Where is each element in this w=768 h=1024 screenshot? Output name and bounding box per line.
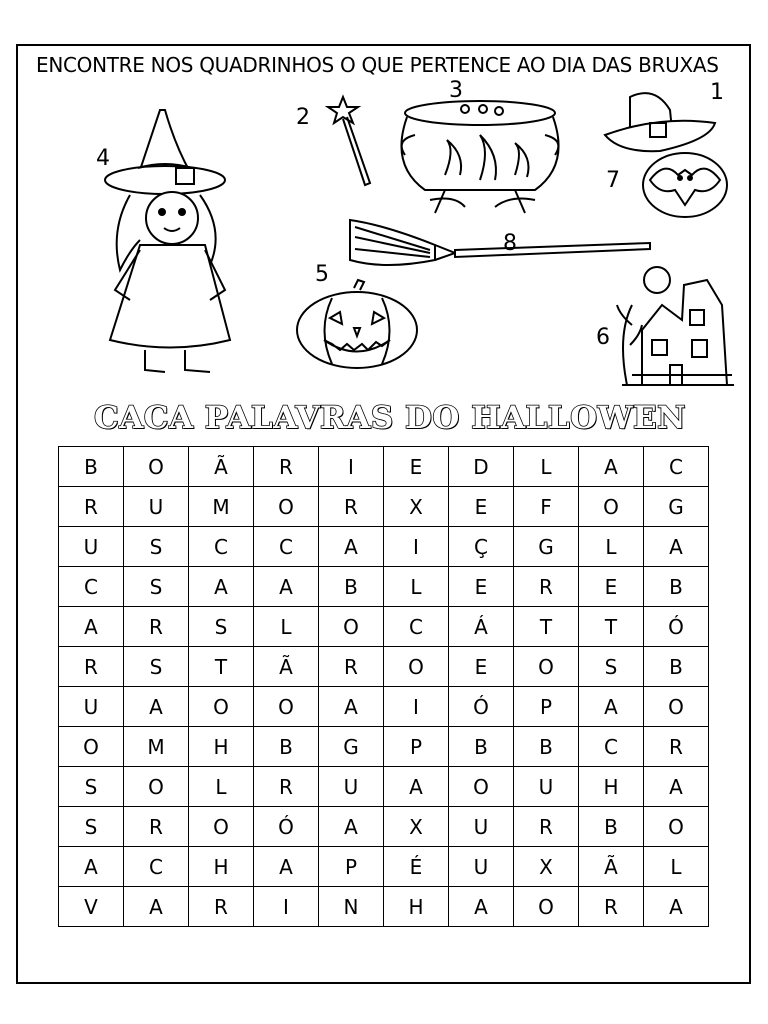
grid-cell[interactable]: O: [514, 647, 579, 687]
grid-cell[interactable]: P: [384, 727, 449, 767]
grid-cell[interactable]: I: [384, 687, 449, 727]
grid-cell[interactable]: M: [189, 487, 254, 527]
grid-row: [59, 647, 709, 687]
grid-cell[interactable]: L: [514, 447, 579, 487]
grid-row: [59, 767, 709, 807]
grid-cell[interactable]: O: [254, 487, 319, 527]
grid-cell[interactable]: R: [59, 487, 124, 527]
grid-cell[interactable]: A: [449, 887, 514, 927]
grid-cell[interactable]: O: [579, 487, 644, 527]
grid-cell[interactable]: X: [514, 847, 579, 887]
grid-cell[interactable]: C: [124, 847, 189, 887]
grid-cell[interactable]: A: [644, 527, 709, 567]
grid-cell[interactable]: A: [579, 687, 644, 727]
grid-cell[interactable]: A: [254, 567, 319, 607]
grid-cell[interactable]: T: [579, 607, 644, 647]
grid-cell[interactable]: O: [514, 887, 579, 927]
grid-cell[interactable]: A: [579, 447, 644, 487]
grid-cell[interactable]: A: [124, 687, 189, 727]
grid-row: [59, 727, 709, 767]
grid-cell[interactable]: O: [319, 607, 384, 647]
witch-girl-icon: [90, 100, 250, 380]
grid-cell[interactable]: A: [644, 767, 709, 807]
grid-cell[interactable]: Ã: [189, 447, 254, 487]
grid-cell[interactable]: R: [644, 727, 709, 767]
grid-cell[interactable]: B: [254, 727, 319, 767]
magic-wand-icon: [325, 95, 375, 195]
grid-cell[interactable]: X: [384, 487, 449, 527]
grid-cell[interactable]: E: [579, 567, 644, 607]
grid-cell[interactable]: R: [254, 767, 319, 807]
grid-row: [59, 567, 709, 607]
grid-cell[interactable]: A: [319, 687, 384, 727]
grid-cell[interactable]: M: [124, 727, 189, 767]
grid-cell[interactable]: T: [189, 647, 254, 687]
grid-row: [59, 687, 709, 727]
grid-cell[interactable]: D: [449, 447, 514, 487]
grid-cell[interactable]: F: [514, 487, 579, 527]
grid-cell[interactable]: A: [319, 527, 384, 567]
grid-cell[interactable]: A: [59, 607, 124, 647]
grid-cell[interactable]: E: [449, 487, 514, 527]
grid-cell[interactable]: H: [189, 727, 254, 767]
grid-cell[interactable]: E: [449, 647, 514, 687]
pumpkin-icon: [292, 278, 422, 373]
grid-cell[interactable]: S: [59, 767, 124, 807]
grid-cell[interactable]: O: [254, 687, 319, 727]
grid-cell[interactable]: R: [124, 807, 189, 847]
grid-cell[interactable]: R: [319, 647, 384, 687]
grid-cell[interactable]: C: [254, 527, 319, 567]
grid-cell[interactable]: L: [579, 527, 644, 567]
grid-cell[interactable]: O: [124, 447, 189, 487]
grid-cell[interactable]: L: [384, 567, 449, 607]
number-3: 3: [449, 78, 463, 103]
grid-cell[interactable]: O: [124, 767, 189, 807]
grid-cell[interactable]: R: [59, 647, 124, 687]
grid-cell[interactable]: I: [384, 527, 449, 567]
grid-cell[interactable]: P: [319, 847, 384, 887]
grid-cell[interactable]: B: [514, 727, 579, 767]
grid-cell[interactable]: É: [384, 847, 449, 887]
instruction-text: ENCONTRE NOS QUADRINHOS O QUE PERTENCE AO DIA DAS BRUXAS: [36, 53, 719, 77]
number-6: 6: [596, 325, 610, 350]
grid-cell[interactable]: R: [514, 567, 579, 607]
grid-cell[interactable]: A: [384, 767, 449, 807]
grid-cell[interactable]: H: [189, 847, 254, 887]
grid-cell[interactable]: Ã: [254, 647, 319, 687]
grid-cell[interactable]: O: [384, 647, 449, 687]
number-2: 2: [296, 105, 310, 130]
grid-cell[interactable]: B: [59, 447, 124, 487]
grid-cell[interactable]: X: [384, 807, 449, 847]
grid-cell[interactable]: A: [254, 847, 319, 887]
grid-cell[interactable]: Ó: [254, 807, 319, 847]
grid-row: [59, 807, 709, 847]
grid-cell[interactable]: G: [644, 487, 709, 527]
grid-cell[interactable]: B: [319, 567, 384, 607]
grid-cell[interactable]: C: [189, 527, 254, 567]
grid-cell[interactable]: E: [449, 567, 514, 607]
grid-cell[interactable]: H: [384, 887, 449, 927]
grid-row: [59, 847, 709, 887]
grid-cell[interactable]: U: [124, 487, 189, 527]
grid-cell[interactable]: B: [644, 567, 709, 607]
grid-cell[interactable]: C: [644, 447, 709, 487]
grid-cell[interactable]: S: [189, 607, 254, 647]
grid-cell[interactable]: U: [514, 767, 579, 807]
grid-cell[interactable]: O: [59, 727, 124, 767]
grid-cell[interactable]: B: [579, 807, 644, 847]
grid-cell[interactable]: G: [319, 727, 384, 767]
grid-cell[interactable]: R: [189, 887, 254, 927]
grid-cell[interactable]: O: [189, 807, 254, 847]
grid-cell[interactable]: Ã: [579, 847, 644, 887]
grid-cell[interactable]: C: [59, 567, 124, 607]
grid-cell[interactable]: R: [254, 447, 319, 487]
grid-cell[interactable]: U: [449, 807, 514, 847]
grid-cell[interactable]: S: [124, 567, 189, 607]
grid-cell[interactable]: R: [319, 487, 384, 527]
grid-cell[interactable]: H: [579, 767, 644, 807]
grid-cell[interactable]: Ç: [449, 527, 514, 567]
number-5: 5: [315, 262, 329, 287]
grid-cell[interactable]: I: [319, 447, 384, 487]
cauldron-icon: [385, 95, 575, 220]
grid-cell[interactable]: V: [59, 887, 124, 927]
grid-cell[interactable]: A: [189, 567, 254, 607]
grid-cell[interactable]: I: [254, 887, 319, 927]
broom-icon: [345, 205, 655, 275]
grid-cell[interactable]: L: [189, 767, 254, 807]
grid-cell[interactable]: Ó: [449, 687, 514, 727]
grid-cell[interactable]: U: [59, 527, 124, 567]
grid-cell[interactable]: C: [579, 727, 644, 767]
grid-cell[interactable]: Ó: [644, 607, 709, 647]
grid-cell[interactable]: A: [59, 847, 124, 887]
grid-row: [59, 607, 709, 647]
number-8: 8: [503, 231, 517, 256]
grid-cell[interactable]: N: [319, 887, 384, 927]
grid-cell[interactable]: O: [449, 767, 514, 807]
grid-cell[interactable]: G: [514, 527, 579, 567]
grid-cell[interactable]: U: [449, 847, 514, 887]
grid-cell[interactable]: R: [579, 887, 644, 927]
haunted-house-icon: [612, 265, 737, 390]
grid-cell[interactable]: A: [124, 887, 189, 927]
number-4: 4: [96, 146, 110, 171]
grid-cell[interactable]: P: [514, 687, 579, 727]
grid-cell[interactable]: O: [644, 687, 709, 727]
grid-cell[interactable]: R: [514, 807, 579, 847]
grid-cell[interactable]: A: [644, 887, 709, 927]
grid-cell[interactable]: O: [189, 687, 254, 727]
grid-row: [59, 487, 709, 527]
grid-row: [59, 887, 709, 927]
grid-cell[interactable]: U: [59, 687, 124, 727]
number-7: 7: [606, 168, 620, 193]
word-search-grid: [58, 446, 709, 927]
grid-cell[interactable]: S: [124, 527, 189, 567]
grid-cell[interactable]: S: [579, 647, 644, 687]
grid-row: [59, 527, 709, 567]
witch-hat-icon: [600, 85, 720, 157]
grid-cell[interactable]: T: [514, 607, 579, 647]
grid-cell[interactable]: B: [644, 647, 709, 687]
grid-cell[interactable]: E: [384, 447, 449, 487]
grid-cell[interactable]: L: [254, 607, 319, 647]
grid-cell[interactable]: A: [319, 807, 384, 847]
grid-cell[interactable]: C: [384, 607, 449, 647]
grid-cell[interactable]: B: [449, 727, 514, 767]
grid-cell[interactable]: S: [124, 647, 189, 687]
grid-cell[interactable]: O: [644, 807, 709, 847]
grid-cell[interactable]: Á: [449, 607, 514, 647]
grid-row: [59, 447, 709, 487]
grid-cell[interactable]: U: [319, 767, 384, 807]
grid-cell[interactable]: S: [59, 807, 124, 847]
word-search-title: CACA PALAVRAS DO HALLOWEN: [94, 400, 686, 436]
grid-cell[interactable]: R: [124, 607, 189, 647]
number-1: 1: [710, 80, 724, 105]
grid-cell[interactable]: L: [644, 847, 709, 887]
